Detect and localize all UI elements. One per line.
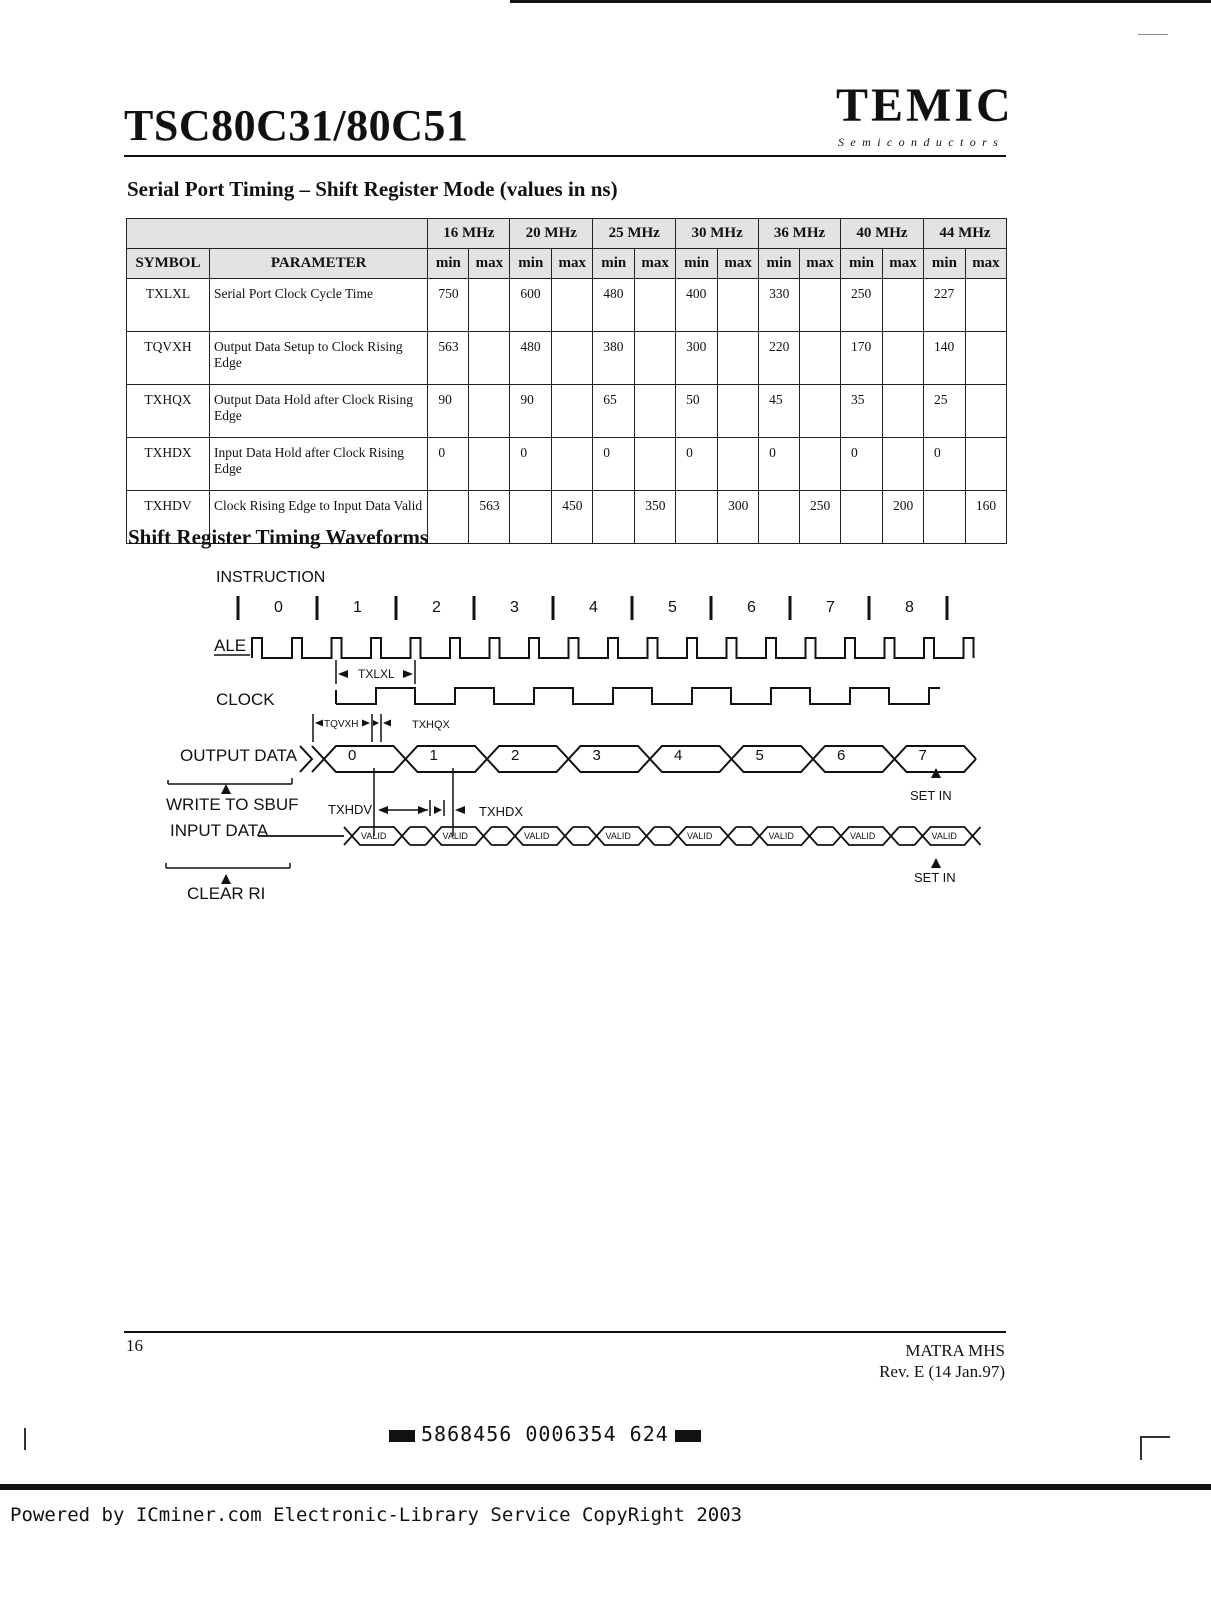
value-cell: 160 (965, 491, 1006, 544)
scan-mark-top-right (1138, 34, 1168, 35)
value-cell: 600 (510, 279, 552, 332)
txlxl-label: TXLXL (358, 667, 395, 681)
input-valid-label: VALID (768, 831, 794, 841)
value-cell: 0 (593, 438, 635, 491)
clock-label: CLOCK (216, 690, 275, 709)
value-cell: 300 (718, 491, 759, 544)
value-cell: 227 (923, 279, 965, 332)
value-cell: 0 (510, 438, 552, 491)
instruction-number: 8 (905, 599, 914, 616)
value-cell: 65 (593, 385, 635, 438)
value-cell: 200 (882, 491, 923, 544)
output-data-signal (300, 746, 976, 772)
value-cell: 220 (759, 332, 800, 385)
value-cell: 170 (841, 332, 883, 385)
value-cell: 35 (841, 385, 883, 438)
max-header: max (469, 249, 510, 279)
symbol-cell: TXHDX (127, 438, 210, 491)
input-set-in-arrow (931, 858, 941, 868)
barcode-block-right (675, 1430, 701, 1442)
max-header: max (882, 249, 923, 279)
instruction-number: 6 (747, 599, 756, 616)
value-cell: 250 (800, 491, 841, 544)
min-header: min (593, 249, 635, 279)
value-cell: 25 (923, 385, 965, 438)
input-data-label: INPUT DATA (170, 821, 269, 840)
frequency-header: 16 MHz (428, 219, 510, 249)
min-header: min (841, 249, 883, 279)
output-data-value: 6 (837, 747, 846, 764)
value-cell: 480 (593, 279, 635, 332)
write-to-sbuf-label: WRITE TO SBUF (166, 795, 299, 814)
scan-mark-right-v (1140, 1436, 1142, 1460)
barcode-block-left (389, 1430, 415, 1442)
instruction-number: 5 (668, 599, 677, 616)
credits-footer: Powered by ICminer.com Electronic-Library Service CopyRight 2003 (10, 1504, 743, 1526)
instruction-label: INSTRUCTION (216, 569, 326, 586)
ale-label: ALE (214, 636, 247, 655)
parameter-cell: Serial Port Clock Cycle Time (209, 279, 427, 332)
parameter-cell: Output Data Setup to Clock Rising Edge (209, 332, 427, 385)
parameter-cell: Input Data Hold after Clock Rising Edge (209, 438, 427, 491)
value-cell: 0 (676, 438, 718, 491)
page-number: 16 (126, 1336, 143, 1355)
min-header: min (510, 249, 552, 279)
value-cell: 140 (923, 332, 965, 385)
page-bottom-bar (0, 1484, 1211, 1490)
tqvxh-label: TQVXH (324, 719, 359, 730)
input-valid-label: VALID (442, 831, 468, 841)
value-cell: 0 (841, 438, 883, 491)
output-data-label: OUTPUT DATA (180, 746, 298, 765)
input-set-in-label: SET IN (914, 870, 956, 885)
clock-signal (336, 688, 940, 704)
frequency-header: 40 MHz (841, 219, 924, 249)
output-data-value: 2 (511, 747, 520, 764)
value-cell: 90 (510, 385, 552, 438)
parameter-header: PARAMETER (209, 249, 427, 279)
value-cell: 0 (923, 438, 965, 491)
input-valid-label: VALID (605, 831, 631, 841)
value-cell: 563 (469, 491, 510, 544)
footer-company: MATRA MHS (905, 1341, 1005, 1360)
symbol-header: SYMBOL (127, 249, 210, 279)
output-data-value: 1 (429, 747, 438, 764)
txhdv-label: TXHDV (328, 802, 373, 817)
max-header: max (552, 249, 593, 279)
instruction-number: 1 (353, 599, 362, 616)
value-cell: 350 (635, 491, 676, 544)
output-data-value: 3 (592, 747, 601, 764)
value-cell: 450 (552, 491, 593, 544)
instruction-number: 0 (274, 599, 283, 616)
input-valid-label: VALID (361, 831, 387, 841)
value-cell: 480 (510, 332, 552, 385)
max-header: max (635, 249, 676, 279)
document-title: TSC80C31/80C51 (124, 101, 469, 150)
symbol-cell: TQVXH (127, 332, 210, 385)
value-cell: 300 (676, 332, 718, 385)
temic-logo: TEMIC (836, 79, 1014, 132)
max-header: max (718, 249, 759, 279)
scan-mark-left (24, 1428, 26, 1450)
output-data-value: 0 (348, 747, 357, 764)
value-cell: 380 (593, 332, 635, 385)
value-cell: 90 (428, 385, 469, 438)
output-set-in-label: SET IN (910, 788, 952, 803)
barcode-line (383, 1422, 707, 1446)
instruction-number: 3 (510, 599, 519, 616)
value-cell: 330 (759, 279, 800, 332)
symbol-cell: TXHDV (127, 491, 210, 544)
instruction-number: 4 (589, 599, 598, 616)
max-header: max (800, 249, 841, 279)
value-cell: 0 (759, 438, 800, 491)
symbol-cell: TXLXL (127, 279, 210, 332)
frequency-header: 25 MHz (593, 219, 676, 249)
footer-publisher (820, 1340, 1005, 1382)
min-header: min (759, 249, 800, 279)
value-cell: 0 (428, 438, 469, 491)
value-cell: 400 (676, 279, 718, 332)
parameter-cell: Clock Rising Edge to Input Data Valid (209, 491, 427, 544)
scan-mark-right-h (1140, 1436, 1170, 1438)
value-cell: 250 (841, 279, 883, 332)
min-header: min (676, 249, 718, 279)
value-cell: 45 (759, 385, 800, 438)
parameter-cell: Output Data Hold after Clock Rising Edge (209, 385, 427, 438)
output-data-value: 5 (755, 747, 764, 764)
value-cell: 563 (428, 332, 469, 385)
frequency-header: 44 MHz (923, 219, 1006, 249)
footer-revision: Rev. E (14 Jan.97) (879, 1362, 1005, 1381)
min-header: min (923, 249, 965, 279)
barcode-number: 5868456 0006354 624 (421, 1422, 669, 1446)
max-header: max (965, 249, 1006, 279)
frequency-header: 20 MHz (510, 219, 593, 249)
input-valid-label: VALID (931, 831, 957, 841)
instruction-number: 2 (432, 599, 441, 616)
txhqx-label: TXHQX (412, 719, 450, 731)
input-valid-label: VALID (850, 831, 876, 841)
ale-signal (252, 638, 974, 658)
input-valid-label: VALID (687, 831, 713, 841)
input-valid-label: VALID (524, 831, 550, 841)
value-cell: 50 (676, 385, 718, 438)
min-header: min (428, 249, 469, 279)
frequency-header: 36 MHz (759, 219, 841, 249)
waveforms-heading: Shift Register Timing Waveforms (128, 525, 429, 549)
symbol-cell: TXHQX (127, 385, 210, 438)
serial-port-timing-heading: Serial Port Timing – Shift Register Mode (values in ns) (127, 177, 618, 201)
logo-subtitle: Semiconductors (838, 135, 1005, 149)
frequency-header: 30 MHz (676, 219, 759, 249)
output-data-value: 4 (674, 747, 683, 764)
output-data-value: 7 (918, 747, 927, 764)
clear-ri-label: CLEAR RI (187, 884, 266, 903)
write-sbuf-arrow (221, 784, 231, 794)
clear-ri-arrow (221, 874, 231, 884)
instruction-number: 7 (826, 599, 835, 616)
value-cell: 750 (428, 279, 469, 332)
footer-rule (124, 1331, 1006, 1333)
txhdx-label: TXHDX (479, 804, 524, 819)
